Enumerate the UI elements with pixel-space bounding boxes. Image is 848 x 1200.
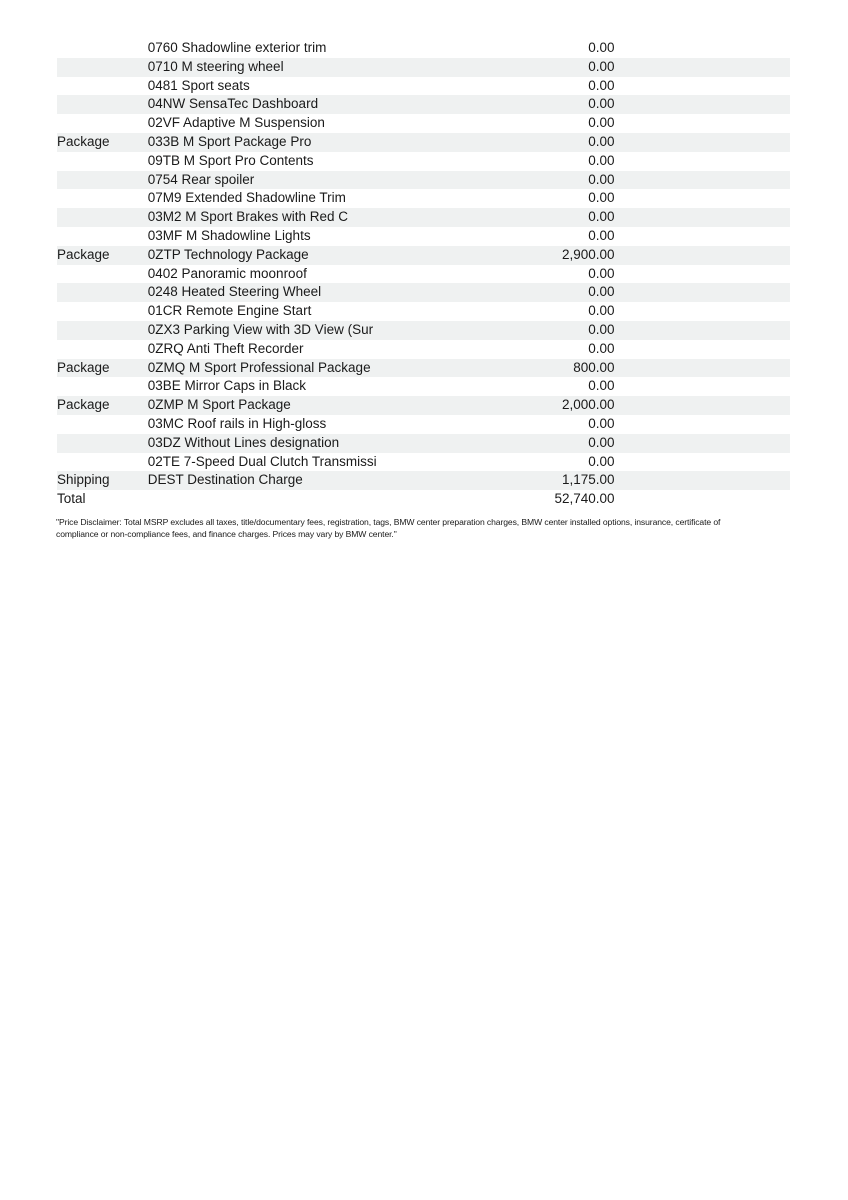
row-category-label (57, 321, 148, 340)
option-description: 0ZRQ Anti Theft Recorder (147, 340, 304, 356)
row-category-label (57, 152, 148, 171)
option-price: 52,740.00 (554, 491, 615, 507)
row-spacer (615, 265, 790, 284)
option-description: 03MF M Shadowline Lights (147, 227, 311, 243)
table-row (57, 453, 790, 472)
option-price: 1,175.00 (561, 472, 615, 488)
table-row (57, 396, 790, 415)
price-disclaimer-line-1: "Price Disclaimer: Total MSRP excludes all taxes, title/documentary fees, registration, tags, BMW center preparation charges, BMW center installed options, insurance, certificate of (56, 517, 721, 527)
row-category-label (57, 434, 148, 453)
option-price: 0.00 (588, 378, 615, 394)
table-row (57, 415, 790, 434)
option-price: 0.00 (588, 115, 615, 131)
price-disclaimer-line-2: compliance or non-compliance fees, and finance charges. Prices may vary by BMW center." (56, 528, 397, 539)
row-spacer (615, 227, 790, 246)
option-description (148, 490, 482, 509)
row-spacer (615, 208, 790, 227)
option-description: 0760 Shadowline exterior trim (147, 40, 327, 55)
table-row (57, 321, 790, 340)
option-price: 0.00 (588, 209, 615, 225)
option-price: 0.00 (588, 340, 615, 356)
table-row (57, 189, 790, 208)
option-description: 04NW SensaTec Dashboard (147, 96, 319, 112)
option-description: 09TB M Sport Pro Contents (147, 152, 314, 168)
row-category-label (57, 77, 148, 96)
option-price: 800.00 (573, 359, 615, 375)
option-description: 02TE 7-Speed Dual Clutch Transmissi (147, 453, 377, 469)
row-spacer (615, 152, 790, 171)
row-spacer (615, 415, 790, 434)
option-price: 0.00 (588, 96, 615, 112)
row-spacer (615, 58, 790, 77)
option-description: 0ZTP Technology Package (147, 246, 309, 262)
table-row (57, 133, 790, 152)
row-category-label (57, 171, 148, 190)
row-category-label (57, 208, 148, 227)
row-spacer (615, 359, 790, 378)
row-category-label (57, 39, 148, 58)
row-spacer (615, 283, 790, 302)
row-category-label: Shipping (57, 472, 110, 488)
option-price: 0.00 (588, 190, 615, 206)
option-price: 0.00 (588, 415, 615, 431)
table-row (57, 77, 790, 96)
option-description: 0710 M steering wheel (147, 58, 284, 74)
option-price: 0.00 (588, 265, 615, 281)
option-price: 0.00 (588, 40, 615, 55)
option-description: 0248 Heated Steering Wheel (147, 284, 322, 300)
row-spacer (615, 95, 790, 114)
option-description: 02VF Adaptive M Suspension (147, 115, 325, 131)
option-price: 2,900.00 (561, 246, 615, 262)
row-category-label (57, 283, 148, 302)
table-row (57, 302, 790, 321)
option-price: 0.00 (588, 58, 615, 74)
option-price: 0.00 (588, 453, 615, 469)
row-category-label (57, 302, 148, 321)
table-row (57, 377, 790, 396)
row-spacer (615, 114, 790, 133)
total-row (57, 490, 790, 509)
table-row (57, 208, 790, 227)
row-category-label (57, 340, 148, 359)
row-spacer (615, 246, 790, 265)
row-spacer (615, 302, 790, 321)
option-description: 0481 Sport seats (147, 77, 250, 93)
row-category-label: Package (57, 133, 110, 149)
option-price: 0.00 (588, 303, 615, 319)
table-row (57, 171, 790, 190)
row-spacer (615, 340, 790, 359)
row-spacer (615, 396, 790, 415)
table-row (57, 58, 790, 77)
row-spacer (615, 171, 790, 190)
row-category-label (57, 114, 148, 133)
option-price: 0.00 (588, 284, 615, 300)
table-row (57, 340, 790, 359)
table-row (57, 283, 790, 302)
row-spacer (615, 189, 790, 208)
row-category-label (57, 227, 148, 246)
option-description: 03MC Roof rails in High-gloss (147, 415, 327, 431)
row-category-label (57, 377, 148, 396)
row-category-label (57, 415, 148, 434)
row-spacer (615, 471, 790, 490)
table-row (57, 39, 790, 58)
options-table-body (57, 39, 790, 509)
option-description: 03M2 M Sport Brakes with Red C (147, 209, 349, 225)
option-price: 0.00 (588, 77, 615, 93)
option-description: 0402 Panoramic moonroof (147, 265, 307, 281)
row-category-label (57, 95, 148, 114)
row-spacer (615, 133, 790, 152)
row-category-label: Package (57, 246, 110, 262)
option-price: 0.00 (588, 227, 615, 243)
option-description: 03BE Mirror Caps in Black (147, 378, 307, 394)
row-category-label (57, 265, 148, 284)
option-description: 0754 Rear spoiler (147, 171, 255, 187)
table-row (57, 434, 790, 453)
row-spacer (615, 77, 790, 96)
option-description: 07M9 Extended Shadowline Trim (147, 190, 346, 206)
row-spacer (615, 453, 790, 472)
table-row (57, 227, 790, 246)
row-category-label (57, 453, 148, 472)
option-price: 0.00 (588, 133, 615, 149)
option-description: 0ZX3 Parking View with 3D View (Sur (147, 321, 374, 337)
table-row (57, 114, 790, 133)
table-row (57, 471, 790, 490)
table-row (57, 95, 790, 114)
row-spacer (615, 377, 790, 396)
option-price: 0.00 (588, 152, 615, 168)
table-row (57, 265, 790, 284)
option-price: 0.00 (588, 434, 615, 450)
option-description: 03DZ Without Lines designation (147, 434, 340, 450)
row-spacer (615, 321, 790, 340)
row-category-label (57, 58, 148, 77)
table-row (57, 359, 790, 378)
option-description: 01CR Remote Engine Start (147, 303, 312, 319)
option-price: 0.00 (588, 321, 615, 337)
row-spacer (615, 434, 790, 453)
row-category-label: Total (57, 491, 86, 507)
row-spacer (615, 490, 790, 509)
option-price: 2,000.00 (561, 397, 615, 413)
vehicle-options-table (57, 39, 790, 509)
table-row (57, 152, 790, 171)
price-disclaimer (56, 517, 720, 540)
option-description: 033B M Sport Package Pro (147, 133, 312, 149)
row-category-label: Package (57, 359, 110, 375)
option-description: 0ZMP M Sport Package (147, 397, 291, 413)
table-row (57, 246, 790, 265)
option-price: 0.00 (588, 171, 615, 187)
option-description: DEST Destination Charge (147, 472, 303, 488)
row-category-label: Package (57, 397, 110, 413)
row-category-label (57, 189, 148, 208)
row-spacer (615, 39, 790, 58)
option-description: 0ZMQ M Sport Professional Package (147, 359, 371, 375)
